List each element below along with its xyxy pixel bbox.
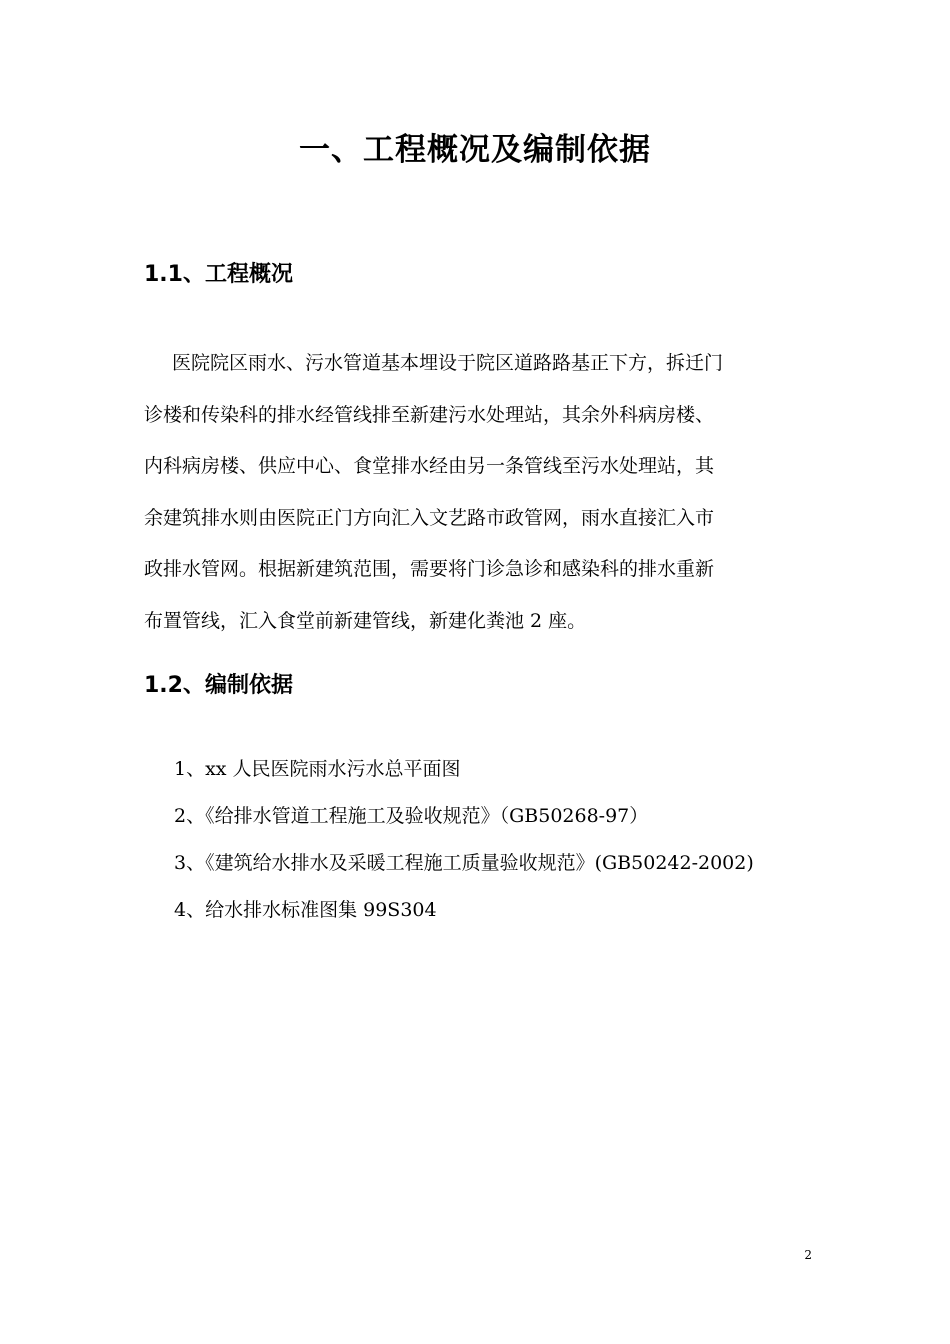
section-heading-overview: 1.1、工程概况	[144, 262, 293, 287]
page-title: 一、工程概况及编制依据	[299, 132, 651, 168]
list-item: 1、xx 人民医院雨水污水总平面图	[174, 758, 461, 780]
paragraph-line: 内科病房楼、供应中心、食堂排水经由另一条管线至污水处理站，其	[144, 455, 715, 477]
section-heading-basis: 1.2、编制依据	[144, 673, 293, 698]
paragraph-line: 政排水管网。根据新建筑范围，需要将门诊急诊和感染科的排水重新	[144, 558, 715, 580]
list-item: 3、《建筑给水排水及采暖工程施工质量验收规范》(GB50242-2002)	[174, 852, 754, 874]
paragraph-line: 诊楼和传染科的排水经管线排至新建污水处理站，其余外科病房楼、	[144, 403, 715, 426]
overview-paragraph	[144, 338, 808, 647]
paragraph-line: 医院院区雨水、污水管道基本埋设于院区道路路基正下方，拆迁门	[172, 352, 724, 374]
list-item: 2、《给排水管道工程施工及验收规范》（GB50268-97）	[174, 805, 649, 827]
reference-list	[174, 746, 814, 934]
paragraph-line: 余建筑排水则由医院正门方向汇入文艺路市政管网，雨水直接汇入市	[144, 506, 715, 529]
page-number: 2	[804, 1248, 812, 1262]
paragraph-line: 布置管线，汇入食堂前新建管线，新建化粪池 2 座。	[144, 609, 587, 632]
list-item: 4、给水排水标准图集 99S304	[174, 899, 437, 921]
